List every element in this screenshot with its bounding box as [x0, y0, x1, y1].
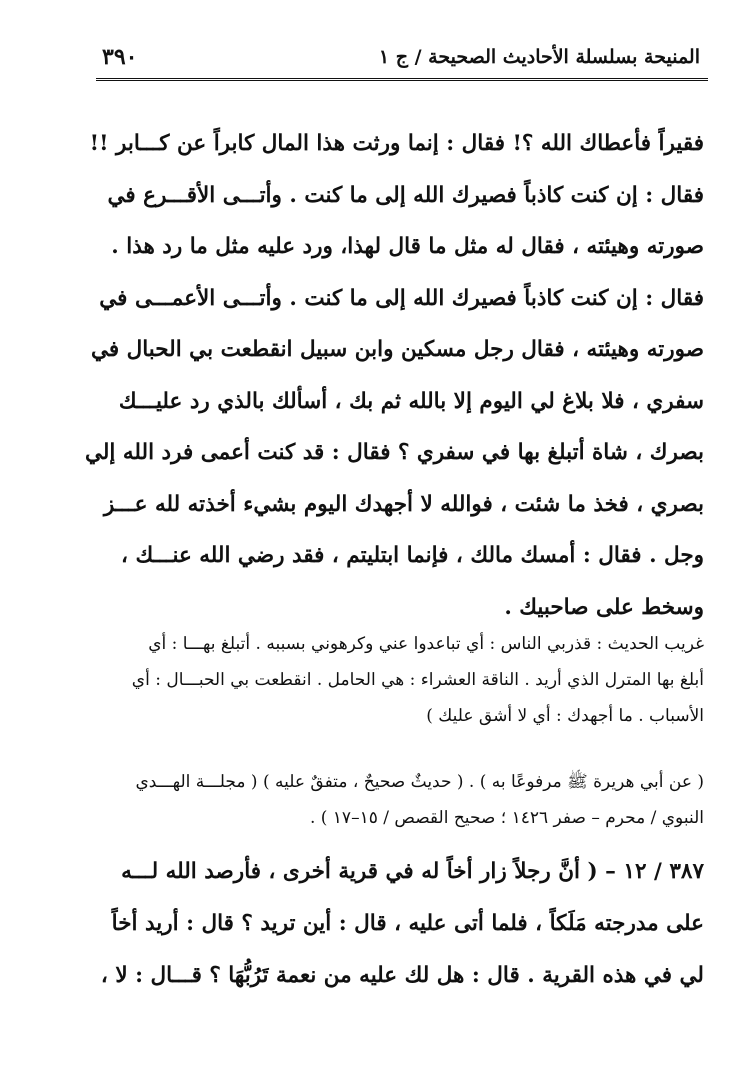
running-title: المنيحة بسلسلة الأحاديث الصحيحة / ج ١: [378, 46, 700, 68]
note-line: ( عن أبي هريرة ﷺ مرفوعًا به ) . ( حديثٌ صحيحٌ ، متفقٌ عليه ) ( مجلـــة الهـــدي: [135, 772, 704, 792]
page-number: ٣٩٠: [102, 44, 138, 70]
gharib-note: [54, 626, 704, 734]
text-line: صورته وهيئته ، فقال رجل مسكين وابن سبيل انقطعت بي الحبال في: [90, 337, 704, 362]
text-line: وسخط على صاحبيك .: [504, 594, 704, 620]
text-line: وجل . فقال : أمسك مالك ، فإنما ابتليتم ، فقد رضي الله عنـــك ،: [121, 543, 704, 568]
hadith-text: [54, 846, 704, 1002]
header-rule: [96, 78, 708, 81]
text-line: بصري ، فخذ ما شئت ، فوالله لا أجهدك اليوم بشيء أخذته لله عـــز: [103, 491, 704, 517]
takhrij-note: [54, 764, 704, 836]
text-line: على مدرجته مَلَكاً ، فلما أتى عليه ، قال : أين تريد ؟ قال : أريد أخاً: [111, 911, 704, 936]
note-line: أبلغ بها المترل الذي أريد . الناقة العشراء : هي الحامل . انقطعت بي الحبـــال : أي: [131, 670, 704, 690]
page-header: [96, 42, 708, 76]
text-line: فقال : إن كنت كاذباً فصيرك الله إلى ما كنت . وأتـــى الأقـــرع في: [107, 182, 704, 208]
text-line: صورته وهيئته ، فقال له مثل ما قال لهذا، ورد عليه مثل ما رد هذا .: [111, 234, 704, 259]
note-line: النبوي / محرم – صفر ١٤٢٦ ؛ صحيح القصص / ١٥–١٧ ) .: [309, 808, 704, 828]
text-line: بصرك ، شاة أتبلغ بها في سفري ؟ فقال : قد كنت أعمى فرد الله إلي: [84, 440, 704, 465]
text-line: ٣٨٧ / ١٢ – ( أنَّ رجلاً زار أخاً له في قرية أخرى ، فأرصد الله لـــه: [121, 859, 704, 884]
text-line: لي في هذه القرية . قال : هل لك عليه من نعمة تَرُبُّهَا ؟ قـــال : لا ،: [100, 963, 704, 988]
text-line: فقيراً فأعطاك الله ؟! فقال : إنما ورثت هذا المال كابراً عن كـــابر !!: [89, 131, 704, 156]
main-text: [54, 118, 704, 633]
note-line: الأسباب . ما أجهدك : أي لا أشق عليك ): [426, 706, 704, 726]
note-line: غريب الحديث : قذربي الناس : أي تباعدوا عني وكرهوني بسببه . أتبلغ بهـــا : أي: [148, 634, 704, 654]
text-line: فقال : إن كنت كاذباً فصيرك الله إلى ما كنت . وأتـــى الأعمـــى في: [99, 285, 704, 311]
text-line: سفري ، فلا بلاغ لي اليوم إلا بالله ثم بك ، أسألك بالذي رد عليـــك: [118, 388, 704, 414]
